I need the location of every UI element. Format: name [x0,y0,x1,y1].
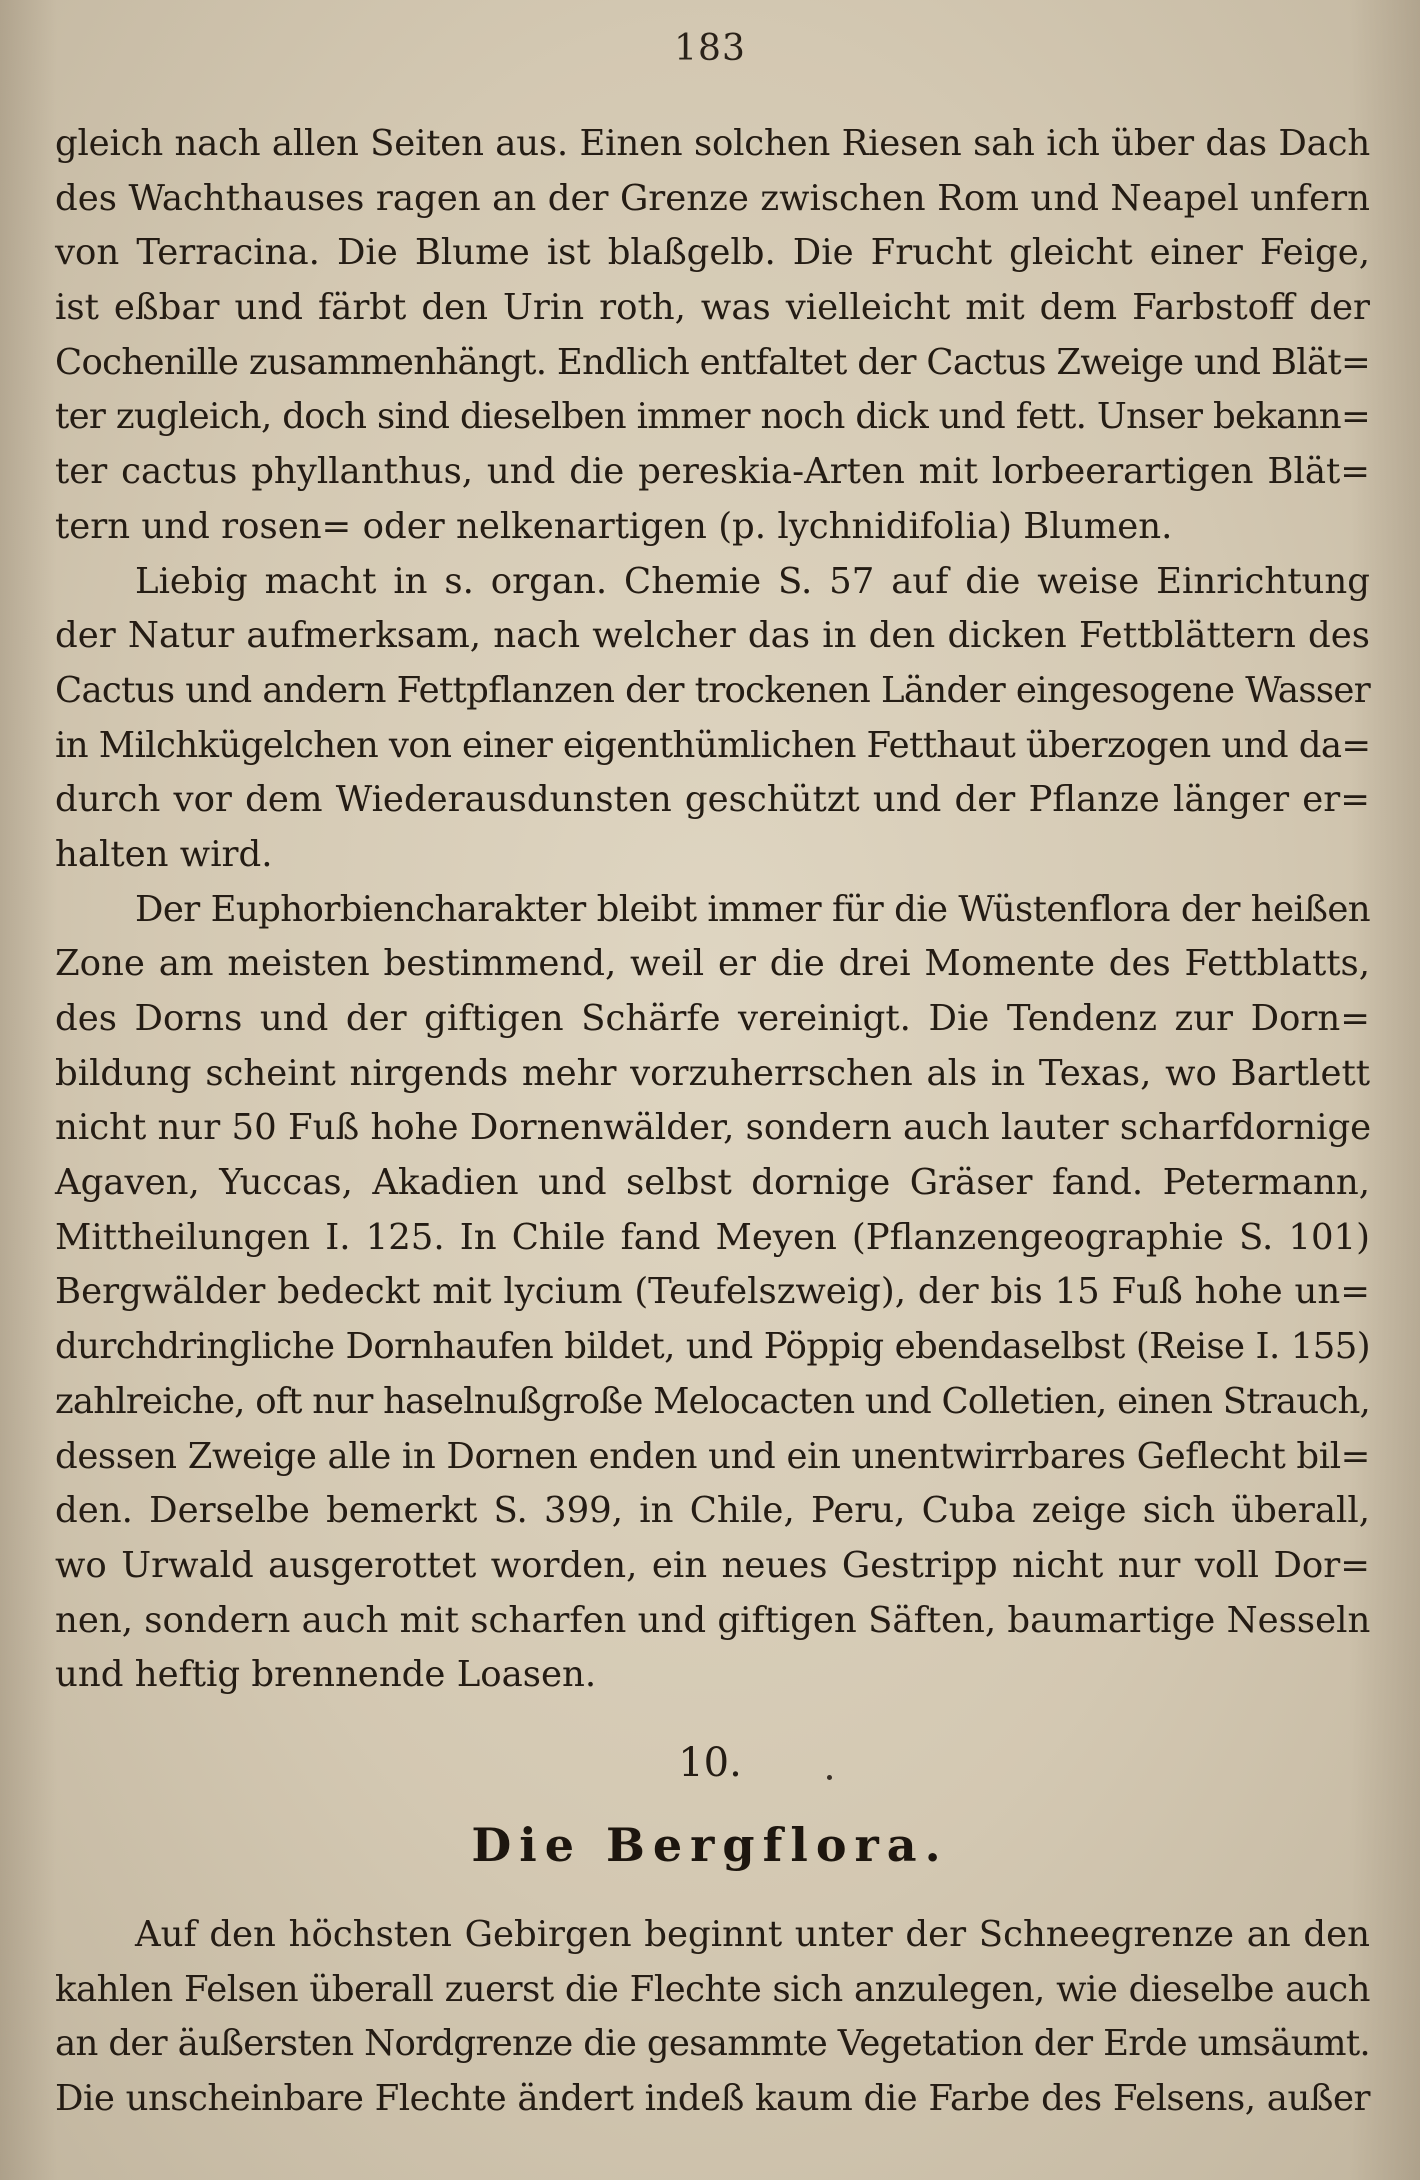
text-line: den. Derselbe bemerkt S. 399, in Chile, Peru, Cuba zeige sich überall, [55,1490,1370,1532]
text-line: Mittheilungen I. 125. In Chile fand Meyen (Pflanzengeographie S. 101) [55,1216,1370,1258]
body-text [55,117,1370,1703]
text-line: nen, sondern auch mit scharfen und giftigen Säften, baumartige Nesseln [55,1599,1371,1641]
text-line: kahlen Felsen überall zuerst die Flechte sich anzulegen, wie dieselbe auch [55,1968,1370,2010]
text-line: ist eßbar und färbt den Urin roth, was vielleicht mit dem Farbstoff der [55,287,1370,329]
text-line: nicht nur 50 Fuß hohe Dornenwälder, sondern auch lauter scharfdornige [55,1107,1372,1149]
text-line: Die unscheinbare Flechte ändert indeß kaum die Farbe des Felsens, außer [55,2078,1370,2120]
text-line: halten wird. [55,833,273,875]
text-line: durchdringliche Dornhaufen bildet, und Pöppig ebendaselbst (Reise I. 155) [55,1326,1370,1368]
text-line: an der äußersten Nordgrenze die gesammte Vegetation der Erde umsäumt. [55,2023,1370,2065]
text-line: ter zugleich, doch sind dieselben immer noch dick und fett. Unser bekann= [55,396,1370,438]
text-line: zahlreiche, oft nur haselnußgroße Melocacten und Colletien, einen Strauch, [55,1380,1370,1422]
text-line: der Natur aufmerksam, nach welcher das in den dicken Fettblättern des [55,615,1370,657]
text-line: Auf den höchsten Gebirgen beginnt unter der Schneegrenze an den [135,1914,1370,1955]
text-line: des Wachthauses ragen an der Grenze zwischen Rom und Neapel unfern [55,177,1370,219]
text-line: des Dorns und der giftigen Schärfe vereinigt. Die Tendenz zur Dorn= [55,998,1370,1039]
text-line: wo Urwald ausgerottet worden, ein neues Gestripp nicht nur voll Dor= [55,1544,1370,1586]
text-line: ter cactus phyllanthus, und die pereskia-Arten mit lorbeerartigen Blät= [55,451,1370,493]
section-number: 10. [678,1740,742,1786]
text-line: und heftig brennende Loasen. [55,1654,597,1696]
text-line: dessen Zweige alle in Dornen enden und ein unentwirrbares Geflecht bil= [55,1435,1370,1477]
text-line: Agaven, Yuccas, Akadien und selbst dornige Gräser fand. Petermann, [55,1162,1370,1204]
section-title: Die Bergflora. [471,1818,949,1872]
text-line: bildung scheint nirgends mehr vorzuherrschen als in Texas, wo Bartlett [55,1052,1370,1094]
page-number: 183 [674,28,746,69]
text-line: gleich nach allen Seiten aus. Einen solchen Riesen sah ich über das Dach [55,123,1370,164]
text-line: Cochenille zusammenhängt. Endlich entfaltet der Cactus Zweige und Blät= [55,341,1370,383]
text-line: Zone am meisten bestimmend, weil er die drei Momente des Fettblatts, [55,943,1370,985]
text-line: Liebig macht in s. organ. Chemie S. 57 auf die weise Einrichtung [135,560,1370,602]
text-line: in Milchkügelchen von einer eigenthümlichen Fetthaut überzogen und da= [55,724,1371,766]
text-line: Bergwälder bedeckt mit lycium (Teufelszweig), der bis 15 Fuß hohe un= [55,1271,1370,1313]
print-speck [827,1775,832,1780]
text-line: tern und rosen= oder nelkenartigen (p. lychnidifolia) Blumen. [55,505,1173,547]
text-line: von Terracina. Die Blume ist blaßgelb. Die Frucht gleicht einer Feige, [55,232,1370,274]
text-line: Der Euphorbiencharakter bleibt immer für die Wüstenflora der heißen [135,888,1370,930]
text-line: durch vor dem Wiederausdunsten geschützt und der Pflanze länger er= [55,779,1370,821]
section-body-text [55,1908,1370,2127]
text-line: Cactus und andern Fettpflanzen der trockenen Länder eingesogene Wasser [55,669,1370,711]
